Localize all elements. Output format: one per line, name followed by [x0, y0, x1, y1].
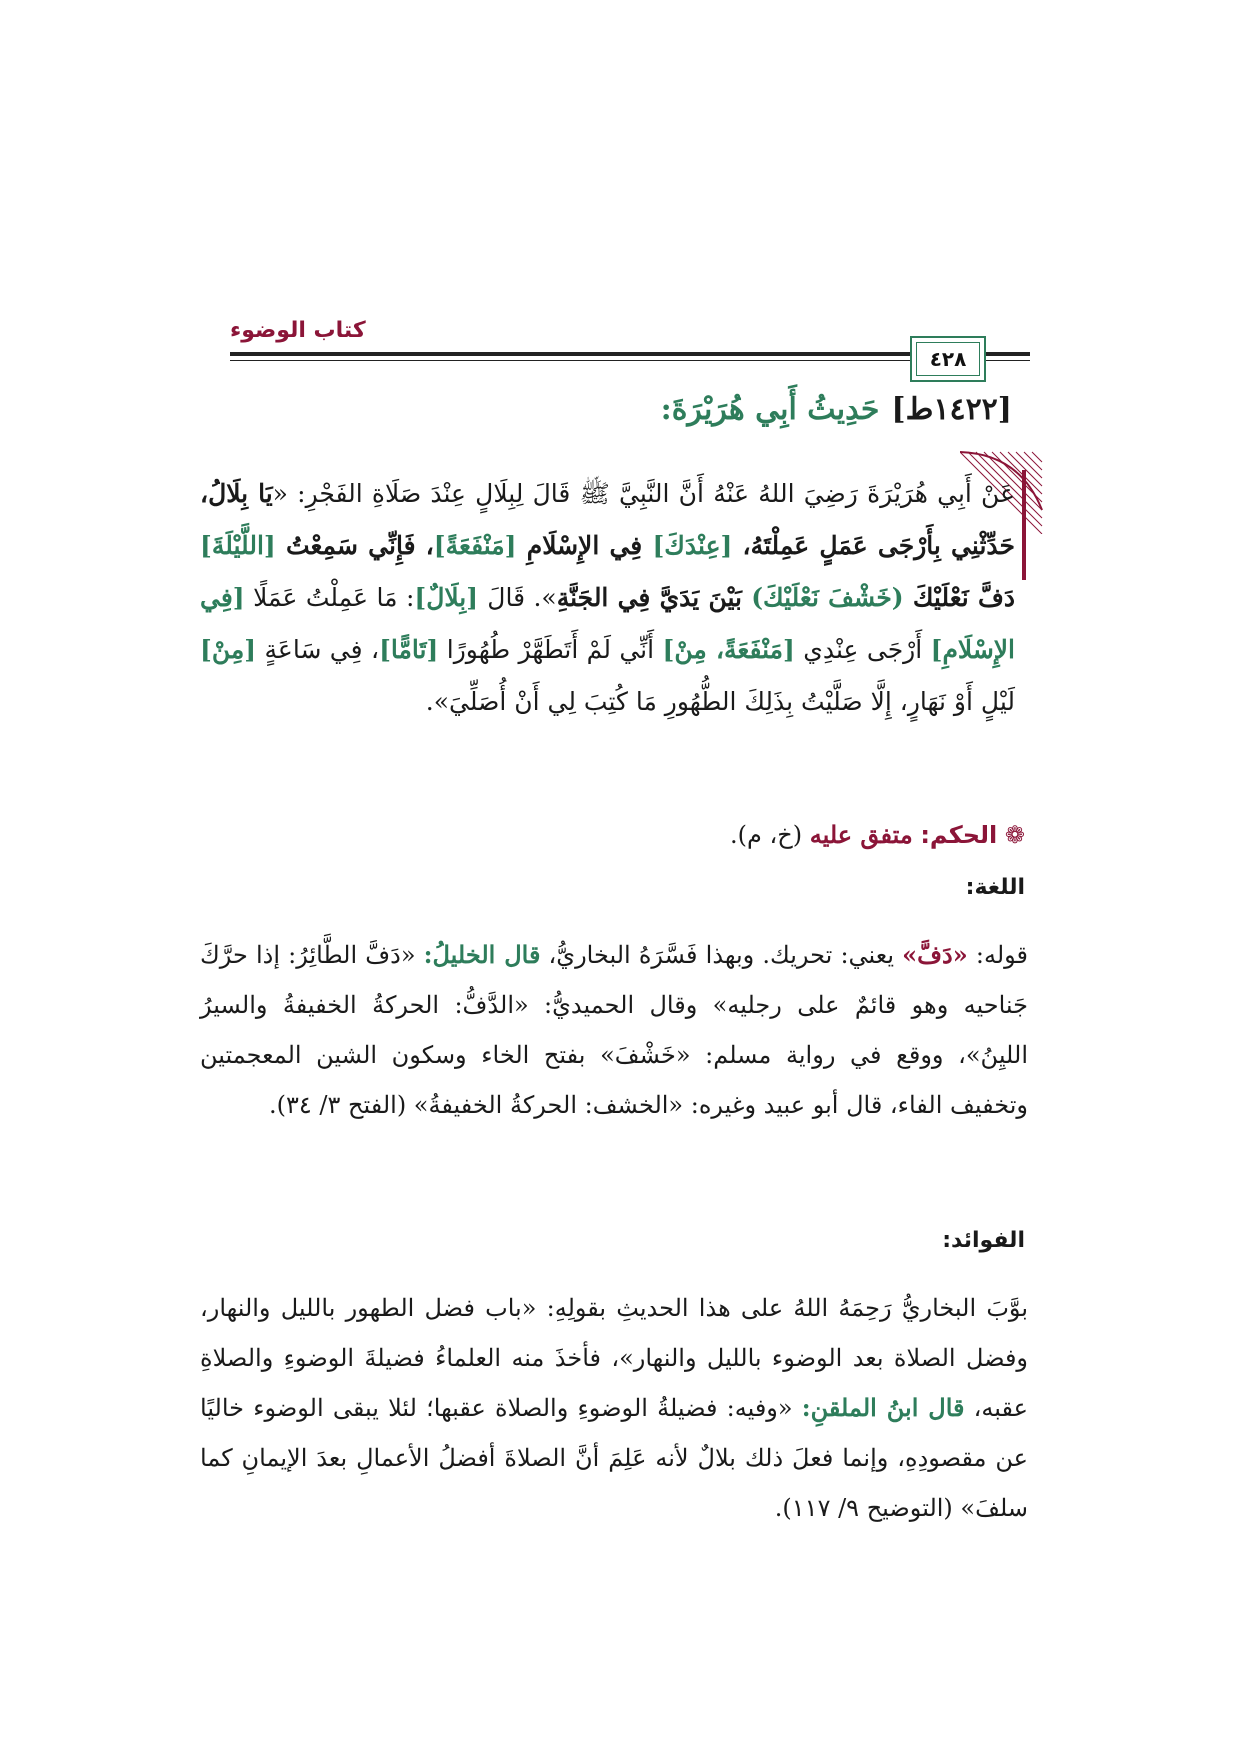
hadith-segment: لَيْلٍ أَوْ نَهَارٍ، إِلَّا صَلَّيْتُ بِذَلِكَ الطُّهُورِ مَا كُتِبَ لِي أَنْ أُصَلِّيَ». — [425, 687, 1015, 716]
ruling-label: الحكم: — [920, 821, 998, 849]
hadith-segment: أَرْجَى عِنْدِي — [794, 635, 931, 664]
hadith-text — [200, 468, 1015, 728]
hadith-frame-bar — [1022, 470, 1026, 580]
hadith-segment: : مَا عَمِلْتُ عَمَلًا — [244, 583, 415, 612]
hadith-segment: ، فَإِنِّي سَمِعْتُ — [285, 531, 434, 560]
hadith-segment: ، فِي سَاعَةٍ — [256, 635, 380, 664]
benefits-paragraph — [200, 1283, 1028, 1533]
hadith-segment: [عِنْدَكَ] — [642, 531, 743, 560]
benefits-segment: بوَّبَ البخاريُّ رَحِمَهُ اللهُ على هذا الحديثِ بقولِهِ: «باب فضل الطهور بالليل والنهار، وفضل الصلاة بعد الوضوء بالليل والنهار»، فأخذَ منه العلماءُ فضيلةَ الوضوءِ والصلاةِ عقبه، — [200, 1294, 1029, 1422]
hadith-segment: [تَامًّا] — [379, 635, 439, 664]
flower-ornament-icon: ❁ — [1004, 821, 1025, 849]
hadith-segment: [مَنْفَعَةً] — [433, 531, 527, 560]
language-heading: اللغة: — [965, 875, 1025, 900]
language-paragraph — [200, 930, 1028, 1130]
benefits-segment: «وفيه: فضيلةُ الوضوءِ والصلاة عقبها؛ لئلا يبقى الوضوء خاليًا عن مقصودِهِ، وإنما فعلَ ذلك بلالٌ لأنه عَلِمَ أنَّ الصلاةَ أفضلُ الأعمالِ بعدَ الإيمانِ كما سلفَ» (التوضيح ٩/ ١١٧). — [200, 1394, 1028, 1522]
hadith-segment: (خَشْفَ نَعْلَيْكَ) — [742, 583, 913, 612]
language-segment: قال الخليلُ: — [423, 940, 541, 969]
page-header — [230, 318, 1030, 378]
hadith-segment: دَفَّ نَعْلَيْكَ — [912, 583, 1016, 612]
hadith-segment: [بِلَالٌ] — [414, 583, 488, 612]
language-segment: «دَفَّ الطَّائِرُ: إذا حرَّكَ جَناحيه وهو قائمٌ على رجليه» وقال الحميديُّ: «الدَّفُّ: الحركةُ الخفيفةُ والسيرُ الليِنُ»، ووقع في رواية مسلم: «خَشْفَ» بفتح الخاء وسكون الشين المعجمتين وتخفيف الفاء، قال أبو عبيد وغيره: «الخشف: الحركةُ الخفيفةُ» (الفتح ٣/ ٣٤). — [200, 941, 1028, 1119]
hadith-number: [١٤٢٢ط] — [891, 392, 1012, 427]
hadith-segment: عَنْ أَبِي هُرَيْرَةَ رَضِيَ اللهُ عَنْهُ أَنَّ النَّبِيَّ ﷺ قَالَ لِبِلَالٍ عِنْدَ صَلَاةِ الفَجْرِ: « — [272, 479, 1016, 508]
hadith-segment: ». قَالَ — [487, 583, 557, 612]
hadith-segment: يَا بِلَالُ، حَدِّثْنِي بِأَرْجَى عَمَلٍ عَمِلْتَهُ، — [200, 479, 1015, 560]
ruling-value: متفق عليه — [809, 820, 913, 849]
hadith-heading — [661, 392, 1012, 427]
hadith-segment: بَيْنَ يَدَيَّ فِي الجَنَّةِ — [556, 583, 742, 612]
hadith-segment: [اللَّيْلَةَ] — [200, 531, 286, 560]
running-title: كتاب الوضوء — [230, 318, 366, 343]
page-number: ٤٢٨ — [929, 347, 967, 371]
page-number-badge — [910, 336, 986, 382]
hadith-segment: أَنِّي لَمْ أَتَطَهَّرْ طُهُورًا — [438, 635, 663, 664]
benefits-heading: الفوائد: — [942, 1228, 1025, 1253]
hadith-segment: [مَنْفَعَةً، مِنْ] — [662, 635, 795, 664]
hadith-segment: [مِنْ] — [200, 635, 257, 664]
language-segment: «دَفَّ» — [902, 940, 968, 969]
language-segment: قوله: — [967, 941, 1029, 969]
hadith-title: حَدِيثُ أَبِي هُرَيْرَةَ: — [660, 392, 880, 427]
language-segment: يعني: تحريك. وبهذا فَسَّرَهُ البخاريُّ، — [540, 941, 903, 969]
hadith-segment: [فِي الإِسْلَامِ] — [200, 583, 1015, 664]
ruling-source: (خ، م). — [729, 821, 810, 849]
benefits-segment: قال ابنُ الملقنِ: — [801, 1393, 965, 1422]
ruling-line — [730, 815, 1025, 855]
hadith-segment: فِي الإِسْلَامِ — [526, 531, 643, 560]
